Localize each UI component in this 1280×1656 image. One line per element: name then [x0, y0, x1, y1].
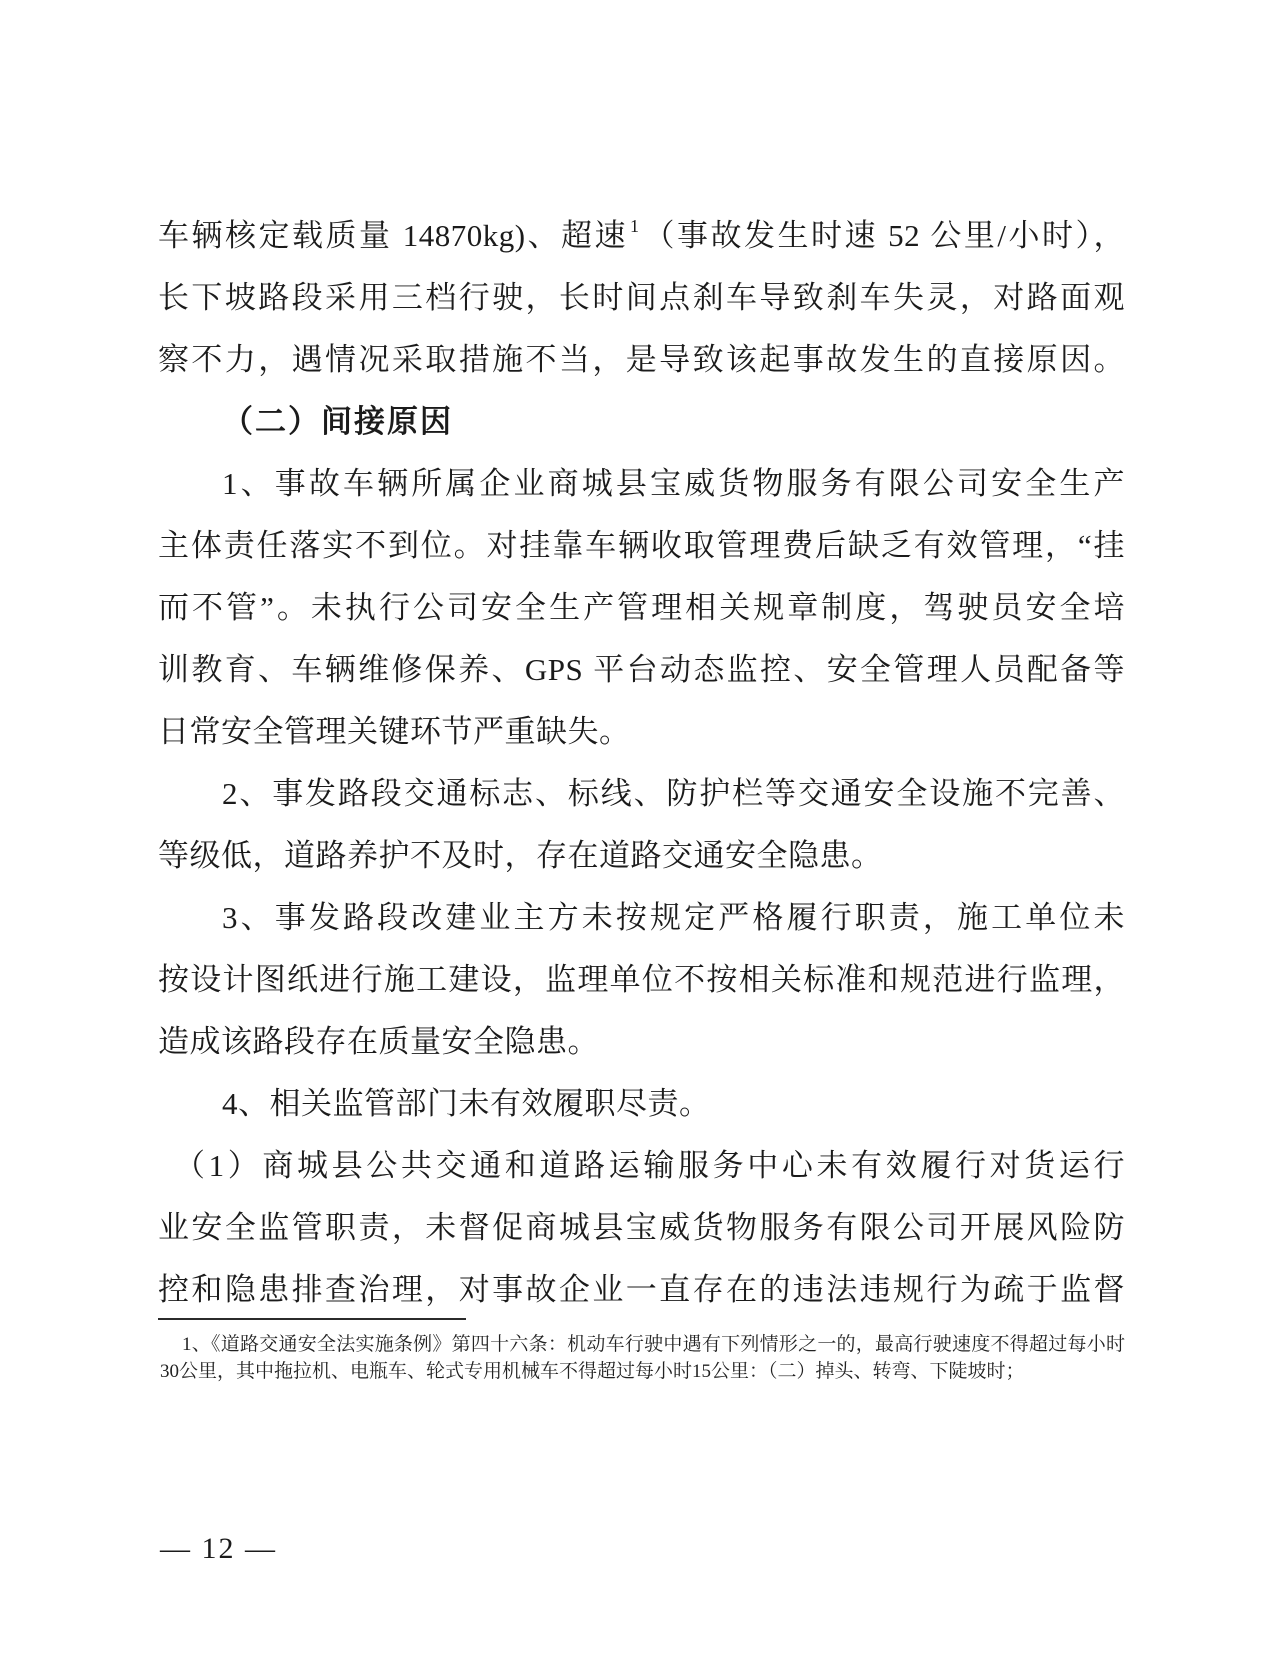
- body-line: 2、事发路段交通标志、标线、防护栏等交通安全设施不完善、: [222, 776, 1125, 811]
- document-body: [158, 205, 1125, 1321]
- page-number: — 12 —: [160, 1532, 277, 1565]
- body-line: 按设计图纸进行施工建设，监理单位不按相关标准和规范进行监理，: [158, 962, 1125, 997]
- body-line: 3、事发路段改建业主方未按规定严格履行职责，施工单位未: [222, 900, 1125, 935]
- body-line: 日常安全管理关键环节严重缺失。: [158, 714, 631, 749]
- body-line: 长下坡路段采用三档行驶，长时间点刹车导致刹车失灵，对路面观: [158, 280, 1125, 315]
- body-line: 而不管”。未执行公司安全生产管理相关规章制度，驾驶员安全培: [158, 590, 1125, 625]
- body-line: 4、相关监管部门未有效履职尽责。: [222, 1086, 711, 1121]
- body-line: 察不力，遇情况采取措施不当，是导致该起事故发生的直接原因。: [158, 342, 1125, 377]
- line-text: （事故发生时速 52 公里/小时），: [641, 218, 1125, 253]
- body-line: （1）商城县公共交通和道路运输服务中心未有效履行对货运行: [174, 1148, 1125, 1183]
- body-line: [158, 205, 1125, 267]
- body-line: 业安全监管职责，未督促商城县宝威货物服务有限公司开展风险防: [158, 1210, 1125, 1245]
- body-line: 主体责任落实不到位。对挂靠车辆收取管理费后缺乏有效管理，“挂: [158, 528, 1125, 563]
- footnote: [160, 1331, 1125, 1385]
- footnote-ref-1: 1: [630, 216, 640, 236]
- body-line: 等级低，道路养护不及时，存在道路交通安全隐患。: [158, 838, 883, 873]
- section-heading: （二）间接原因: [222, 404, 453, 439]
- body-line: 1、事故车辆所属企业商城县宝威货物服务有限公司安全生产: [222, 466, 1125, 501]
- line-text: 车辆核定载质量 14870kg)、超速: [158, 218, 628, 253]
- footnote-separator: [158, 1318, 466, 1320]
- footnote-line: 1、《道路交通安全法实施条例》第四十六条：机动车行驶中遇有下列情形之一的，最高行驶速度不得超过每小时: [182, 1334, 1125, 1355]
- body-line: 控和隐患排查治理，对事故企业一直存在的违法违规行为疏于监督: [158, 1272, 1125, 1307]
- footnote-line: 30公里，其中拖拉机、电瓶车、轮式专用机械车不得超过每小时15公里：（二）掉头、转弯、下陡坡时；: [160, 1361, 1025, 1382]
- body-line: 造成该路段存在质量安全隐患。: [158, 1024, 599, 1059]
- body-line: 训教育、车辆维修保养、GPS 平台动态监控、安全管理人员配备等: [158, 652, 1125, 687]
